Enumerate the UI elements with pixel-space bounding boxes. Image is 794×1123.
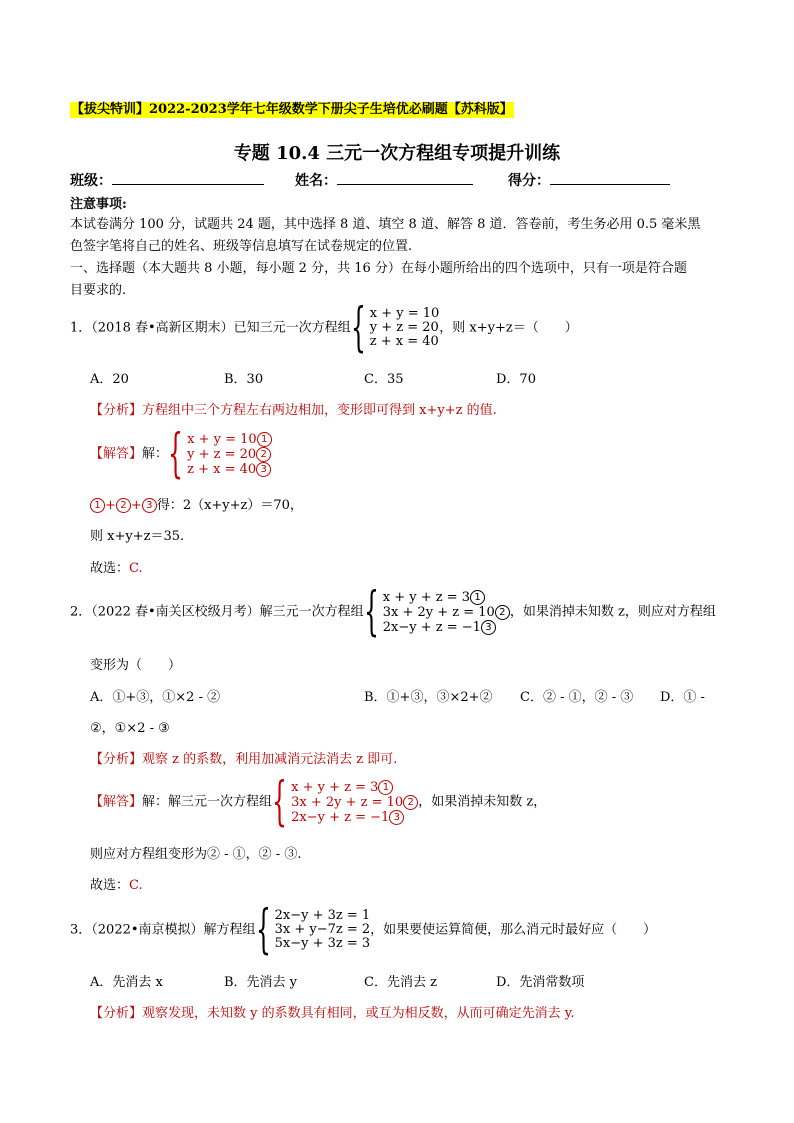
- q2-option-a[interactable]: A．①+③，①×2 - ②: [90, 690, 221, 705]
- q3-eq3: 5x−y + 3z = 3: [274, 936, 371, 951]
- q1-answer-eq2: y + z = 20: [187, 446, 257, 462]
- q1-eq1: x + y = 10: [369, 306, 440, 321]
- q1-option-a[interactable]: A．20: [90, 372, 129, 387]
- circled-2: 2: [256, 447, 271, 462]
- q3-stem: [70, 900, 657, 960]
- score-blank[interactable]: [550, 170, 670, 185]
- q2-stem: [70, 582, 716, 642]
- q1-answer: [90, 424, 272, 484]
- circled-3: 3: [389, 810, 404, 825]
- circled-3: 3: [256, 462, 271, 477]
- analysis-tag: 【分析】: [90, 752, 143, 767]
- q1-system: [370, 307, 440, 349]
- q2-answer: [90, 772, 547, 832]
- q3-analysis: [90, 1002, 575, 1021]
- q2-stem-prefix: 2．（2022 春•南关区校级月考）解三元一次方程组: [70, 604, 364, 620]
- circled-3: 3: [142, 498, 157, 513]
- q3-system: [275, 909, 371, 951]
- q2-eq1: x + y + z = 3: [382, 589, 471, 605]
- circled-1: 1: [378, 780, 393, 795]
- choice-prefix: 故选：: [90, 561, 130, 576]
- circled-1: 1: [90, 498, 105, 513]
- class-field[interactable]: [70, 170, 264, 190]
- brace: {: [272, 772, 287, 832]
- class-label: 班级：: [70, 173, 112, 189]
- brace: {: [363, 582, 379, 642]
- circled-3: 3: [481, 620, 496, 635]
- q1-choice: [90, 557, 143, 576]
- q3-stem-suffix: ，如果要使运算简便，那么消元时最好应（ ）: [370, 922, 657, 938]
- q3-eq2: 3x + y−7z = 2: [274, 922, 371, 937]
- q2-answer-eq2: 3x + 2y + z = 10: [291, 794, 404, 810]
- q1-option-b[interactable]: B．30: [224, 372, 264, 387]
- name-field[interactable]: [295, 170, 473, 190]
- q3-analysis-text: 观察发现，未知数 y 的系数具有相同，或互为相反数，从而可确定先消去 y.: [142, 1006, 575, 1021]
- q2-system: [383, 590, 510, 635]
- choice-prefix: 故选：: [90, 878, 130, 893]
- q1-step1: [90, 494, 303, 513]
- circled-2: 2: [495, 605, 510, 620]
- q3-option-d[interactable]: D．先消常数项: [496, 975, 585, 990]
- circled-2: 2: [116, 498, 131, 513]
- name-blank[interactable]: [337, 170, 473, 185]
- q2-stem-suffix: ，如果消掉未知数 z，则应对方程组: [509, 604, 716, 620]
- q2-option-b[interactable]: B．①+③，③×2+②: [364, 690, 493, 705]
- q1-choice-value: C.: [129, 561, 143, 576]
- q1-step1-tail: 得：2（x+y+z）＝70，: [156, 498, 303, 513]
- q1-option-c[interactable]: C．35: [364, 372, 404, 387]
- q2-answer-prefix: 解：解三元一次方程组: [142, 794, 273, 810]
- q3-option-c[interactable]: C．先消去 z: [364, 975, 437, 990]
- q1-answer-eq3: z + x = 40: [187, 461, 257, 477]
- notes-heading: 注意事项:: [70, 197, 127, 212]
- q2-answer-eq1: x + y + z = 3: [291, 779, 379, 795]
- section-heading: 一、选择题（本大题共 8 小题，每小题 2 分，共 16 分）在每小题所给出的四个选项中，只有一项是符合题: [70, 261, 687, 276]
- analysis-tag: 【分析】: [90, 403, 143, 418]
- q2-option-d-cont[interactable]: ②，①×2 - ③: [90, 721, 170, 736]
- plus: +: [130, 498, 142, 513]
- q3-option-b[interactable]: B．先消去 y: [224, 975, 298, 990]
- answer-tag: 【解答】: [90, 446, 143, 462]
- circled-1: 1: [257, 432, 272, 447]
- q2-option-c[interactable]: C．② - ①，② - ③: [520, 690, 634, 705]
- q3-stem-prefix: 3．（2022•南京模拟）解方程组: [70, 922, 256, 938]
- q1-analysis: [90, 399, 497, 418]
- class-blank[interactable]: [112, 170, 264, 185]
- notes-line2: 色签字笔将自己的姓名、班级等信息填写在试卷规定的位置.: [70, 239, 413, 254]
- plus: +: [105, 498, 116, 513]
- circled-1: 1: [470, 590, 485, 605]
- q3-option-a[interactable]: A．先消去 x: [90, 975, 163, 990]
- q1-analysis-text: 方程组中三个方程左右两边相加，变形即可得到 x+y+z 的值.: [142, 403, 497, 418]
- q2-option-d[interactable]: D．① -: [660, 690, 705, 705]
- page-title: 专题 10.4 三元一次方程组专项提升训练: [233, 143, 561, 164]
- q1-answer-eq1: x + y = 10: [187, 431, 257, 447]
- analysis-tag: 【分析】: [90, 1006, 143, 1021]
- section-heading-cont: 目要求的.: [70, 283, 127, 298]
- q1-stem-prefix: 1．（2018 春•高新区期末）已知三元一次方程组: [70, 320, 351, 336]
- q2-answer-system: [291, 780, 418, 825]
- q1-step2: 则 x+y+z＝35.: [90, 529, 185, 544]
- q2-eq2: 3x + 2y + z = 10: [382, 604, 495, 620]
- score-label: 得分：: [508, 173, 550, 189]
- brace: {: [350, 298, 366, 358]
- brace: {: [168, 424, 183, 484]
- circled-2: 2: [403, 795, 418, 810]
- q1-stem: [70, 298, 578, 358]
- brace: {: [255, 900, 271, 960]
- q1-eq3: z + x = 40: [369, 334, 439, 349]
- q2-analysis: [90, 748, 397, 767]
- answer-tag: 【解答】: [90, 794, 143, 810]
- header-banner: 【拔尖特训】2022-2023学年七年级数学下册尖子生培优必刷题【苏科版】: [71, 102, 513, 117]
- q2-choice: [90, 874, 143, 893]
- q1-eq2: y + z = 20: [369, 320, 439, 335]
- q2-eq3: 2x−y + z = −1: [382, 619, 481, 635]
- notes-line1: 本试卷满分 100 分，试题共 24 题，其中选择 8 道、填空 8 道、解答 8 道．答卷前，考生务必用 0.5 毫米黑: [70, 217, 701, 232]
- q1-stem-suffix: ，则 x+y+z＝（ ）: [439, 320, 578, 336]
- q2-analysis-text: 观察 z 的系数，利用加减消元法消去 z 即可.: [142, 752, 398, 767]
- q2-result: 则应对方程组变形为② - ①，② - ③.: [90, 847, 302, 862]
- q2-answer-suffix: ，如果消掉未知数 z，: [418, 794, 547, 810]
- q2-stem-line2: 变形为（ ）: [90, 658, 182, 673]
- q1-option-d[interactable]: D．70: [496, 372, 536, 387]
- q2-choice-value: C.: [129, 878, 143, 893]
- q1-answer-prefix: 解：: [142, 446, 169, 462]
- q2-answer-eq3: 2x−y + z = −1: [291, 809, 390, 825]
- score-field[interactable]: [508, 170, 670, 190]
- q1-answer-system: [187, 432, 272, 477]
- q3-eq1: 2x−y + 3z = 1: [274, 908, 371, 923]
- name-label: 姓名：: [295, 173, 337, 189]
